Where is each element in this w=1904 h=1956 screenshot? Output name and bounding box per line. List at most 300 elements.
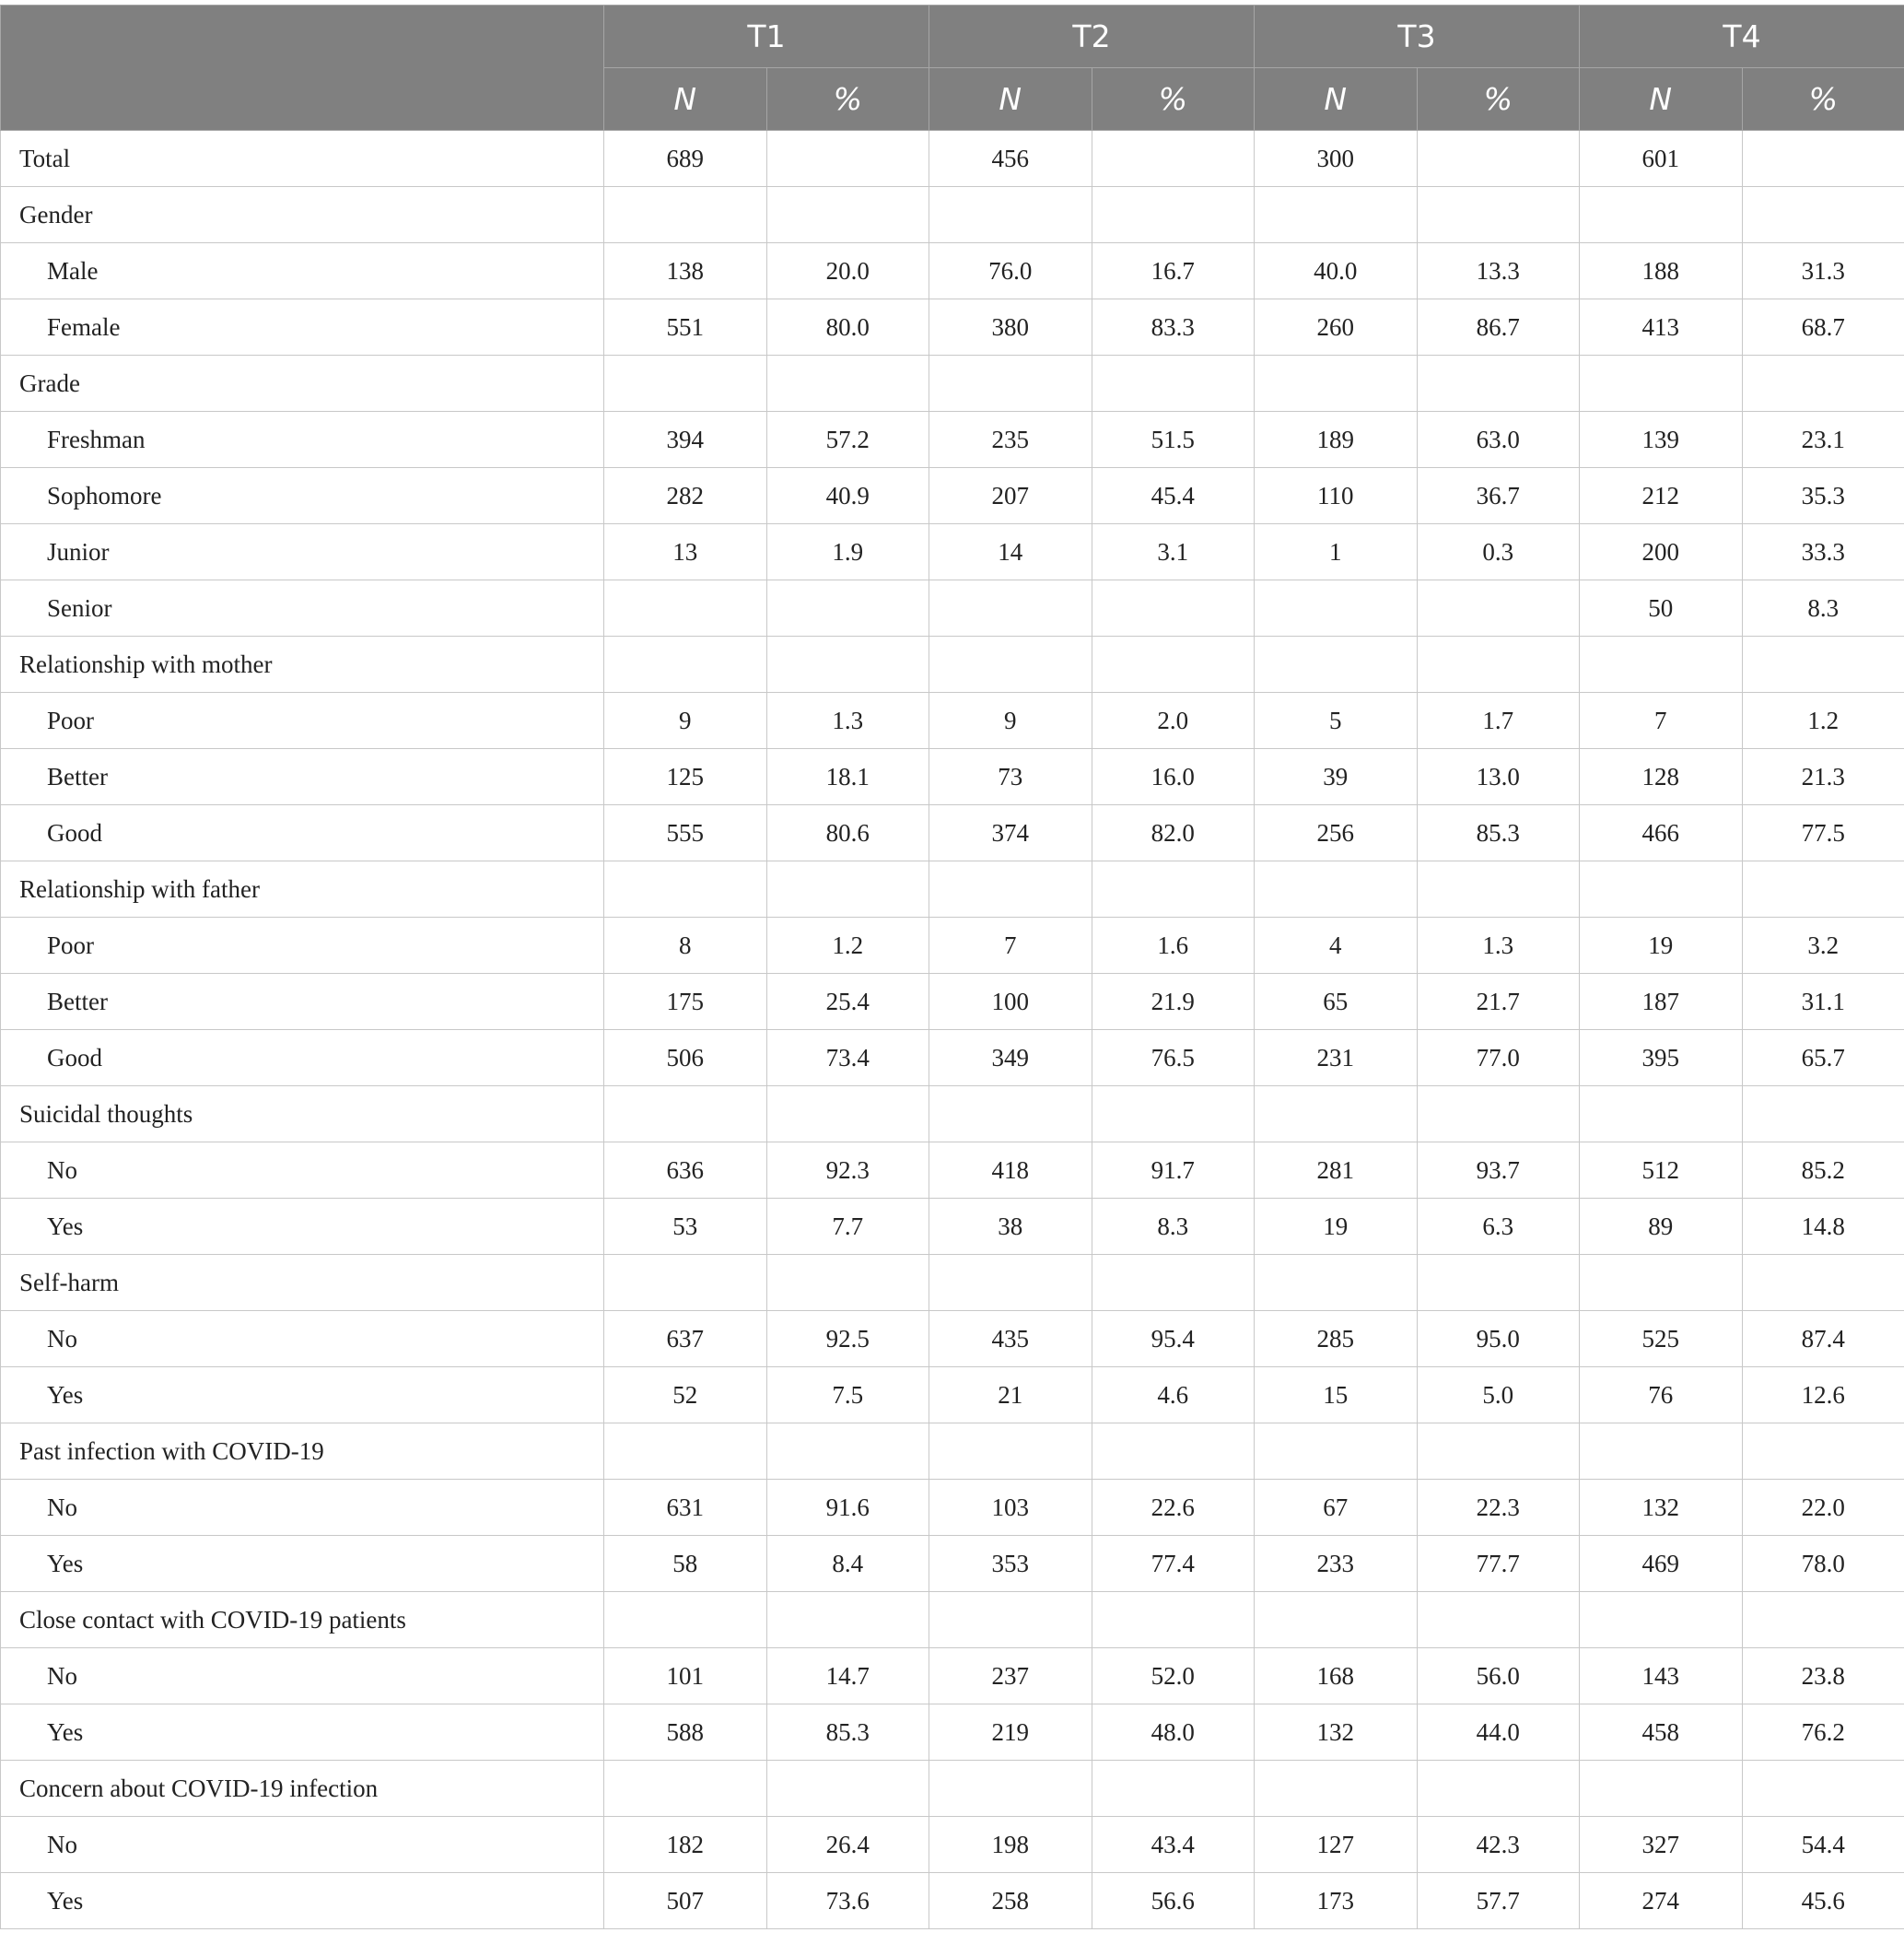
cell-percent: [1742, 861, 1904, 918]
cell-percent: 36.7: [1417, 468, 1580, 524]
cell-count: 52: [604, 1367, 767, 1423]
row-label: Freshman: [1, 412, 604, 468]
cell-count: [1580, 637, 1743, 693]
cell-percent: [766, 187, 929, 243]
table-row: [1, 580, 1904, 637]
cell-percent: 1.2: [1742, 693, 1904, 749]
cell-count: [929, 580, 1092, 637]
cell-count: [929, 1423, 1092, 1480]
row-label: Relationship with mother: [1, 637, 604, 693]
cell-percent: 73.6: [766, 1873, 929, 1929]
cell-percent: [1417, 580, 1580, 637]
cell-percent: [1742, 1423, 1904, 1480]
cell-percent: [1092, 861, 1255, 918]
period-header-t3: T3: [1255, 6, 1580, 68]
cell-count: 127: [1255, 1817, 1418, 1873]
cell-count: 380: [929, 299, 1092, 356]
cell-percent: [1417, 1423, 1580, 1480]
cell-count: [929, 1761, 1092, 1817]
cell-count: 353: [929, 1536, 1092, 1592]
cell-count: 5: [1255, 693, 1418, 749]
row-label: Junior: [1, 524, 604, 580]
cell-percent: 26.4: [766, 1817, 929, 1873]
cell-percent: [766, 637, 929, 693]
cell-percent: 48.0: [1092, 1704, 1255, 1761]
cell-percent: 77.7: [1417, 1536, 1580, 1592]
cell-count: 73: [929, 749, 1092, 805]
row-label: Yes: [1, 1704, 604, 1761]
cell-percent: 91.6: [766, 1480, 929, 1536]
cell-percent: 31.3: [1742, 243, 1904, 299]
table-row-category: [1, 1761, 1904, 1817]
row-label: No: [1, 1142, 604, 1199]
period-header-row: [1, 6, 1904, 68]
cell-percent: 1.7: [1417, 693, 1580, 749]
cell-count: 200: [1580, 524, 1743, 580]
row-label: No: [1, 1480, 604, 1536]
cell-percent: 83.3: [1092, 299, 1255, 356]
table-header: [1, 6, 1904, 131]
measure-header-n: N: [1580, 68, 1743, 131]
cell-percent: 8.3: [1092, 1199, 1255, 1255]
cell-percent: 23.8: [1742, 1648, 1904, 1704]
cell-count: [604, 861, 767, 918]
cell-count: [929, 637, 1092, 693]
cell-count: [1580, 1592, 1743, 1648]
cell-percent: 77.5: [1742, 805, 1904, 861]
cell-count: [604, 1086, 767, 1142]
cell-percent: [1417, 1761, 1580, 1817]
cell-percent: 54.4: [1742, 1817, 1904, 1873]
table-row-category: [1, 1086, 1904, 1142]
row-label: Sophomore: [1, 468, 604, 524]
table-body: [1, 131, 1904, 1929]
cell-count: 76: [1580, 1367, 1743, 1423]
cell-count: 551: [604, 299, 767, 356]
cell-count: 256: [1255, 805, 1418, 861]
cell-percent: [766, 1255, 929, 1311]
table-row: [1, 1367, 1904, 1423]
cell-count: 260: [1255, 299, 1418, 356]
cell-percent: 16.0: [1092, 749, 1255, 805]
table-row: [1, 1030, 1904, 1086]
cell-percent: 14.8: [1742, 1199, 1904, 1255]
cell-percent: [1417, 131, 1580, 187]
row-label: Better: [1, 974, 604, 1030]
row-label: Better: [1, 749, 604, 805]
cell-percent: 1.6: [1092, 918, 1255, 974]
cell-count: [1580, 1086, 1743, 1142]
cell-count: [929, 861, 1092, 918]
cell-count: 394: [604, 412, 767, 468]
cell-count: [604, 580, 767, 637]
table-row: [1, 1704, 1904, 1761]
cell-count: 103: [929, 1480, 1092, 1536]
cell-percent: 91.7: [1092, 1142, 1255, 1199]
cell-count: [604, 1761, 767, 1817]
cell-percent: [1417, 1086, 1580, 1142]
table-row-category: [1, 637, 1904, 693]
row-label: Yes: [1, 1199, 604, 1255]
cell-percent: [766, 1761, 929, 1817]
cell-count: [929, 1592, 1092, 1648]
cell-percent: [1092, 187, 1255, 243]
cell-count: [1580, 187, 1743, 243]
cell-count: [1255, 861, 1418, 918]
cell-percent: 45.4: [1092, 468, 1255, 524]
table-row-category: [1, 131, 1904, 187]
cell-percent: 14.7: [766, 1648, 929, 1704]
cell-percent: 93.7: [1417, 1142, 1580, 1199]
cell-percent: 22.6: [1092, 1480, 1255, 1536]
cell-count: 132: [1580, 1480, 1743, 1536]
cell-percent: 2.0: [1092, 693, 1255, 749]
cell-count: [929, 356, 1092, 412]
cell-count: [929, 1086, 1092, 1142]
cell-percent: 7.7: [766, 1199, 929, 1255]
cell-percent: 86.7: [1417, 299, 1580, 356]
period-header-t2: T2: [929, 6, 1255, 68]
cell-percent: [1092, 1592, 1255, 1648]
measure-header-pct: %: [766, 68, 929, 131]
cell-count: 285: [1255, 1311, 1418, 1367]
cell-percent: 13.3: [1417, 243, 1580, 299]
cell-count: 258: [929, 1873, 1092, 1929]
table-row: [1, 1648, 1904, 1704]
cell-count: 601: [1580, 131, 1743, 187]
cell-count: 631: [604, 1480, 767, 1536]
cell-count: 187: [1580, 974, 1743, 1030]
cell-count: 588: [604, 1704, 767, 1761]
cell-percent: 1.9: [766, 524, 929, 580]
cell-count: 212: [1580, 468, 1743, 524]
cell-count: 466: [1580, 805, 1743, 861]
cell-percent: 20.0: [766, 243, 929, 299]
table-row: [1, 299, 1904, 356]
cell-count: [604, 187, 767, 243]
cell-count: 189: [1255, 412, 1418, 468]
row-label: Poor: [1, 918, 604, 974]
measure-header-pct: %: [1092, 68, 1255, 131]
cell-percent: [766, 1423, 929, 1480]
table-row-category: [1, 861, 1904, 918]
cell-percent: 77.4: [1092, 1536, 1255, 1592]
cell-count: 132: [1255, 1704, 1418, 1761]
cell-percent: [1417, 187, 1580, 243]
cell-count: [929, 1255, 1092, 1311]
cell-count: 138: [604, 243, 767, 299]
cell-count: 15: [1255, 1367, 1418, 1423]
cell-count: [1580, 1761, 1743, 1817]
table-row-category: [1, 356, 1904, 412]
row-label: No: [1, 1817, 604, 1873]
cell-count: [1255, 580, 1418, 637]
row-label: Senior: [1, 580, 604, 637]
cell-percent: 1.3: [766, 693, 929, 749]
cell-percent: 57.7: [1417, 1873, 1580, 1929]
period-header-t4: T4: [1580, 6, 1904, 68]
cell-count: 456: [929, 131, 1092, 187]
cell-percent: 13.0: [1417, 749, 1580, 805]
data-table: [0, 5, 1904, 1929]
cell-count: 168: [1255, 1648, 1418, 1704]
cell-percent: [1417, 861, 1580, 918]
row-label: Grade: [1, 356, 604, 412]
cell-count: [604, 1592, 767, 1648]
cell-percent: [1417, 637, 1580, 693]
cell-percent: 22.3: [1417, 1480, 1580, 1536]
measure-header-pct: %: [1742, 68, 1904, 131]
cell-percent: 6.3: [1417, 1199, 1580, 1255]
cell-count: 219: [929, 1704, 1092, 1761]
period-header-t1: T1: [604, 6, 929, 68]
row-label: Male: [1, 243, 604, 299]
cell-count: 233: [1255, 1536, 1418, 1592]
cell-count: 637: [604, 1311, 767, 1367]
cell-percent: [1742, 356, 1904, 412]
cell-percent: 35.3: [1742, 468, 1904, 524]
cell-percent: [1092, 356, 1255, 412]
cell-percent: 33.3: [1742, 524, 1904, 580]
cell-count: 235: [929, 412, 1092, 468]
cell-count: 435: [929, 1311, 1092, 1367]
cell-percent: 3.1: [1092, 524, 1255, 580]
cell-count: [1255, 1761, 1418, 1817]
cell-count: [1580, 861, 1743, 918]
cell-percent: [1417, 1592, 1580, 1648]
cell-count: 374: [929, 805, 1092, 861]
cell-percent: 21.3: [1742, 749, 1904, 805]
cell-percent: [1092, 131, 1255, 187]
cell-count: [1580, 1423, 1743, 1480]
cell-percent: 87.4: [1742, 1311, 1904, 1367]
cell-percent: 77.0: [1417, 1030, 1580, 1086]
cell-percent: 85.3: [1417, 805, 1580, 861]
cell-percent: 80.0: [766, 299, 929, 356]
cell-count: 469: [1580, 1536, 1743, 1592]
cell-count: 636: [604, 1142, 767, 1199]
cell-count: 76.0: [929, 243, 1092, 299]
table-row: [1, 243, 1904, 299]
cell-count: 50: [1580, 580, 1743, 637]
cell-percent: 8.3: [1742, 580, 1904, 637]
cell-count: 327: [1580, 1817, 1743, 1873]
cell-percent: 63.0: [1417, 412, 1580, 468]
cell-percent: [766, 356, 929, 412]
cell-percent: 85.3: [766, 1704, 929, 1761]
cell-count: 525: [1580, 1311, 1743, 1367]
cell-percent: 85.2: [1742, 1142, 1904, 1199]
cell-count: 8: [604, 918, 767, 974]
cell-percent: [1742, 1255, 1904, 1311]
row-label: Suicidal thoughts: [1, 1086, 604, 1142]
cell-count: 100: [929, 974, 1092, 1030]
cell-count: 413: [1580, 299, 1743, 356]
cell-percent: 68.7: [1742, 299, 1904, 356]
cell-percent: [766, 131, 929, 187]
cell-count: 173: [1255, 1873, 1418, 1929]
cell-percent: 21.7: [1417, 974, 1580, 1030]
table-row: [1, 1142, 1904, 1199]
cell-percent: 3.2: [1742, 918, 1904, 974]
cell-count: 13: [604, 524, 767, 580]
cell-count: 300: [1255, 131, 1418, 187]
cell-count: 281: [1255, 1142, 1418, 1199]
cell-count: 9: [929, 693, 1092, 749]
table-row: [1, 749, 1904, 805]
table-row: [1, 524, 1904, 580]
cell-percent: 16.7: [1092, 243, 1255, 299]
table-row-category: [1, 1592, 1904, 1648]
cell-percent: 52.0: [1092, 1648, 1255, 1704]
row-label: Yes: [1, 1873, 604, 1929]
cell-count: 39: [1255, 749, 1418, 805]
measure-header-pct: %: [1417, 68, 1580, 131]
cell-count: [1255, 637, 1418, 693]
row-label: Poor: [1, 693, 604, 749]
table-row: [1, 1199, 1904, 1255]
cell-percent: 82.0: [1092, 805, 1255, 861]
cell-count: [1580, 1255, 1743, 1311]
cell-count: [604, 356, 767, 412]
cell-count: 506: [604, 1030, 767, 1086]
cell-count: [1255, 1592, 1418, 1648]
table-row: [1, 693, 1904, 749]
cell-count: 512: [1580, 1142, 1743, 1199]
row-label: Female: [1, 299, 604, 356]
table-row-category: [1, 1255, 1904, 1311]
cell-count: 7: [929, 918, 1092, 974]
cell-percent: 56.0: [1417, 1648, 1580, 1704]
cell-count: 58: [604, 1536, 767, 1592]
row-label: Past infection with COVID-19: [1, 1423, 604, 1480]
cell-percent: [766, 861, 929, 918]
cell-percent: [1742, 187, 1904, 243]
cell-count: 1: [1255, 524, 1418, 580]
cell-count: 237: [929, 1648, 1092, 1704]
cell-percent: [1092, 637, 1255, 693]
cell-count: 110: [1255, 468, 1418, 524]
measure-header-n: N: [929, 68, 1092, 131]
table-row-category: [1, 1423, 1904, 1480]
cell-percent: 7.5: [766, 1367, 929, 1423]
cell-count: 175: [604, 974, 767, 1030]
row-label: Total: [1, 131, 604, 187]
row-label: Concern about COVID-19 infection: [1, 1761, 604, 1817]
row-label: Yes: [1, 1367, 604, 1423]
cell-percent: [1417, 1255, 1580, 1311]
cell-count: [604, 637, 767, 693]
cell-count: 188: [1580, 243, 1743, 299]
cell-count: 458: [1580, 1704, 1743, 1761]
cell-percent: [1092, 1086, 1255, 1142]
cell-percent: 65.7: [1742, 1030, 1904, 1086]
cell-percent: [766, 1592, 929, 1648]
cell-count: 40.0: [1255, 243, 1418, 299]
table-row: [1, 805, 1904, 861]
cell-count: [1255, 187, 1418, 243]
cell-percent: 12.6: [1742, 1367, 1904, 1423]
cell-count: 418: [929, 1142, 1092, 1199]
cell-count: 53: [604, 1199, 767, 1255]
cell-count: [1255, 356, 1418, 412]
cell-percent: 95.4: [1092, 1311, 1255, 1367]
row-label: Good: [1, 1030, 604, 1086]
cell-count: [1255, 1086, 1418, 1142]
cell-percent: [1742, 1086, 1904, 1142]
cell-percent: [766, 580, 929, 637]
cell-count: [604, 1255, 767, 1311]
cell-count: 19: [1580, 918, 1743, 974]
cell-percent: [1742, 1761, 1904, 1817]
cell-count: 67: [1255, 1480, 1418, 1536]
cell-count: 349: [929, 1030, 1092, 1086]
row-label: Self-harm: [1, 1255, 604, 1311]
cell-percent: [1742, 1592, 1904, 1648]
table-row: [1, 412, 1904, 468]
table-row: [1, 918, 1904, 974]
cell-count: [1255, 1423, 1418, 1480]
cell-percent: 4.6: [1092, 1367, 1255, 1423]
cell-percent: 21.9: [1092, 974, 1255, 1030]
cell-percent: [1742, 637, 1904, 693]
cell-count: 231: [1255, 1030, 1418, 1086]
cell-count: 143: [1580, 1648, 1743, 1704]
cell-percent: 45.6: [1742, 1873, 1904, 1929]
cell-count: 4: [1255, 918, 1418, 974]
cell-percent: 92.5: [766, 1311, 929, 1367]
cell-count: 395: [1580, 1030, 1743, 1086]
cell-percent: [1742, 131, 1904, 187]
cell-percent: 73.4: [766, 1030, 929, 1086]
cell-count: 198: [929, 1817, 1092, 1873]
cell-count: 207: [929, 468, 1092, 524]
cell-percent: 1.2: [766, 918, 929, 974]
cell-percent: 76.2: [1742, 1704, 1904, 1761]
cell-percent: 56.6: [1092, 1873, 1255, 1929]
cell-percent: 76.5: [1092, 1030, 1255, 1086]
cell-count: [1580, 356, 1743, 412]
cell-count: 689: [604, 131, 767, 187]
cell-percent: [1092, 1761, 1255, 1817]
cell-percent: 22.0: [1742, 1480, 1904, 1536]
row-label: Relationship with father: [1, 861, 604, 918]
cell-count: [1255, 1255, 1418, 1311]
row-label: Gender: [1, 187, 604, 243]
table-row: [1, 1536, 1904, 1592]
cell-count: 555: [604, 805, 767, 861]
cell-percent: 40.9: [766, 468, 929, 524]
cell-count: 9: [604, 693, 767, 749]
cell-percent: 42.3: [1417, 1817, 1580, 1873]
table-row: [1, 468, 1904, 524]
cell-percent: 43.4: [1092, 1817, 1255, 1873]
cell-count: 507: [604, 1873, 767, 1929]
cell-percent: 44.0: [1417, 1704, 1580, 1761]
row-label: No: [1, 1648, 604, 1704]
cell-count: 21: [929, 1367, 1092, 1423]
cell-count: 101: [604, 1648, 767, 1704]
cell-count: 14: [929, 524, 1092, 580]
cell-count: 139: [1580, 412, 1743, 468]
cell-percent: 5.0: [1417, 1367, 1580, 1423]
table-row: [1, 1311, 1904, 1367]
cell-percent: [1092, 580, 1255, 637]
cell-percent: [1417, 356, 1580, 412]
cell-count: 125: [604, 749, 767, 805]
cell-count: 182: [604, 1817, 767, 1873]
cell-percent: 18.1: [766, 749, 929, 805]
